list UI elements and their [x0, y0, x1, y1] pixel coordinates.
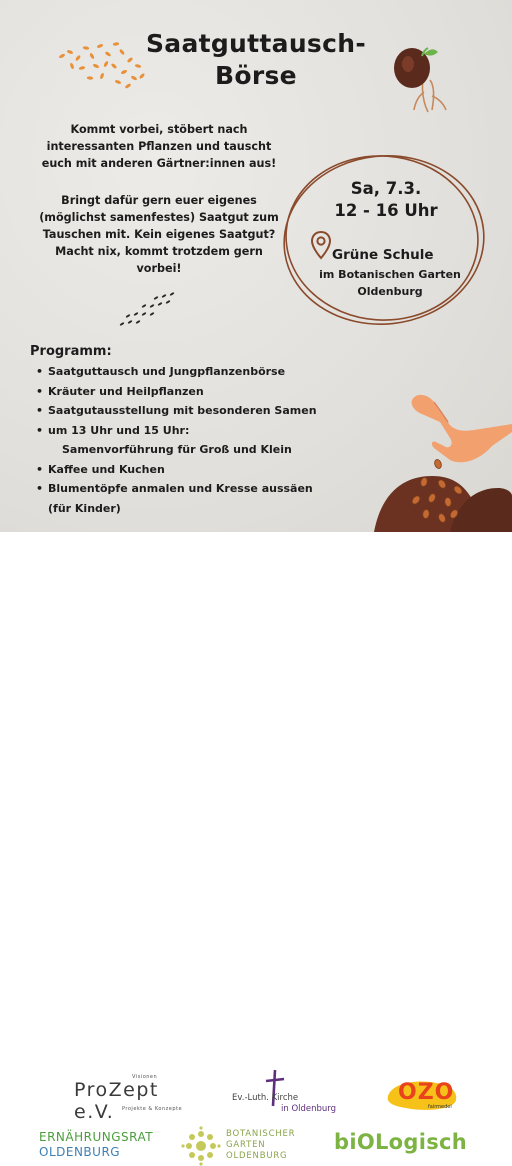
intro-line: Kommt vorbei, stöbert nach	[70, 123, 248, 136]
poster	[0, 0, 512, 532]
bullet: •	[36, 423, 44, 437]
intro-line: Macht nix, kommt trotzdem gern	[55, 245, 263, 258]
event-time: 12 - 16 Uhr	[334, 201, 438, 220]
ozo-logo	[384, 1078, 460, 1112]
bullet: •	[36, 404, 44, 417]
list-item: • um 13 Uhr und 15 Uhr:	[30, 421, 350, 441]
intro-line: Bringt dafür gern euer eigenes	[61, 194, 257, 207]
prozept-tagline: Projekte & Konzepte	[122, 1106, 183, 1112]
botanischer-garten-line-2: GARTEN	[226, 1140, 266, 1150]
botanischer-garten-line-3: OLDENBURG	[226, 1151, 288, 1161]
ernaehrungsrat-logo-line-2: OLDENBURG	[39, 1145, 121, 1159]
venue-place-line: im Botanischen Garten	[319, 268, 461, 281]
list-item: • Saatgutausstellung mit besonderen Samen	[30, 401, 350, 421]
intro-line: interessanten Pflanzen und tauscht	[46, 140, 272, 153]
list-item: • Kaffee und Kuchen	[30, 460, 350, 480]
ozo-name: OZO	[398, 1080, 455, 1105]
kirche-logo-line-2: in Oldenburg	[281, 1104, 337, 1114]
ozo-tagline: fairmedel	[428, 1104, 452, 1110]
hand-sowing-icon	[354, 372, 512, 532]
venue-place	[302, 266, 478, 300]
sponsor-footer	[0, 532, 512, 1161]
list-item: • Blumentöpfe anmalen und Kresse aussäen	[30, 479, 350, 499]
biologisch-logo: biOLogisch	[334, 1130, 468, 1154]
intro-line: vorbei!	[136, 262, 182, 275]
intro-line: euch mit anderen Gärtner:innen aus!	[41, 157, 277, 170]
title-line-1: Saatguttausch-	[145, 29, 367, 58]
event-datetime	[296, 178, 476, 222]
list-item-continuation: (für Kinder)	[48, 501, 121, 515]
intro-paragraph-2	[28, 192, 290, 277]
bullet: •	[36, 365, 44, 378]
page-title	[140, 28, 372, 92]
intro-line: Tauschen mit. Kein eigenes Saatgut?	[42, 228, 276, 241]
list-item: • Kräuter und Heilpflanzen	[30, 382, 350, 402]
venue-place-line: Oldenburg	[357, 285, 423, 298]
list-item: • Saatguttausch und Jungpflanzenbörse	[30, 362, 350, 382]
sprouting-bean-icon	[386, 40, 456, 120]
prozept-tagline-top: Visionen	[132, 1074, 158, 1080]
kirche-logo-line-1: Ev.-Luth. Kirche	[232, 1093, 299, 1103]
program-list	[30, 362, 350, 518]
bullet: •	[36, 384, 44, 398]
scribble-circle	[276, 146, 492, 330]
dark-seeds-icon	[116, 290, 180, 328]
flower-logo-icon	[180, 1126, 222, 1166]
intro-line: (möglichst samenfestes) Saatgut zum	[39, 211, 279, 224]
prozept-logo	[74, 1074, 194, 1123]
seed-pile-icon	[52, 36, 152, 92]
venue-name: Grüne Schule	[332, 247, 434, 263]
bullet: •	[36, 462, 44, 476]
list-item-continuation: Samenvorführung für Groß und Klein	[62, 443, 292, 456]
prozept-name: ProZept e.V.	[74, 1079, 159, 1123]
botanischer-garten-line-1: BOTANISCHER	[226, 1129, 296, 1139]
ernaehrungsrat-logo-line-1: ERNÄHRUNGSRAT	[39, 1130, 154, 1144]
title-line-2: Börse	[215, 61, 297, 90]
program-heading: Programm:	[30, 344, 112, 359]
event-date: Sa, 7.3.	[350, 179, 422, 198]
bullet: •	[36, 482, 44, 495]
intro-paragraph-1	[28, 121, 290, 172]
location-pin-icon	[310, 230, 332, 260]
